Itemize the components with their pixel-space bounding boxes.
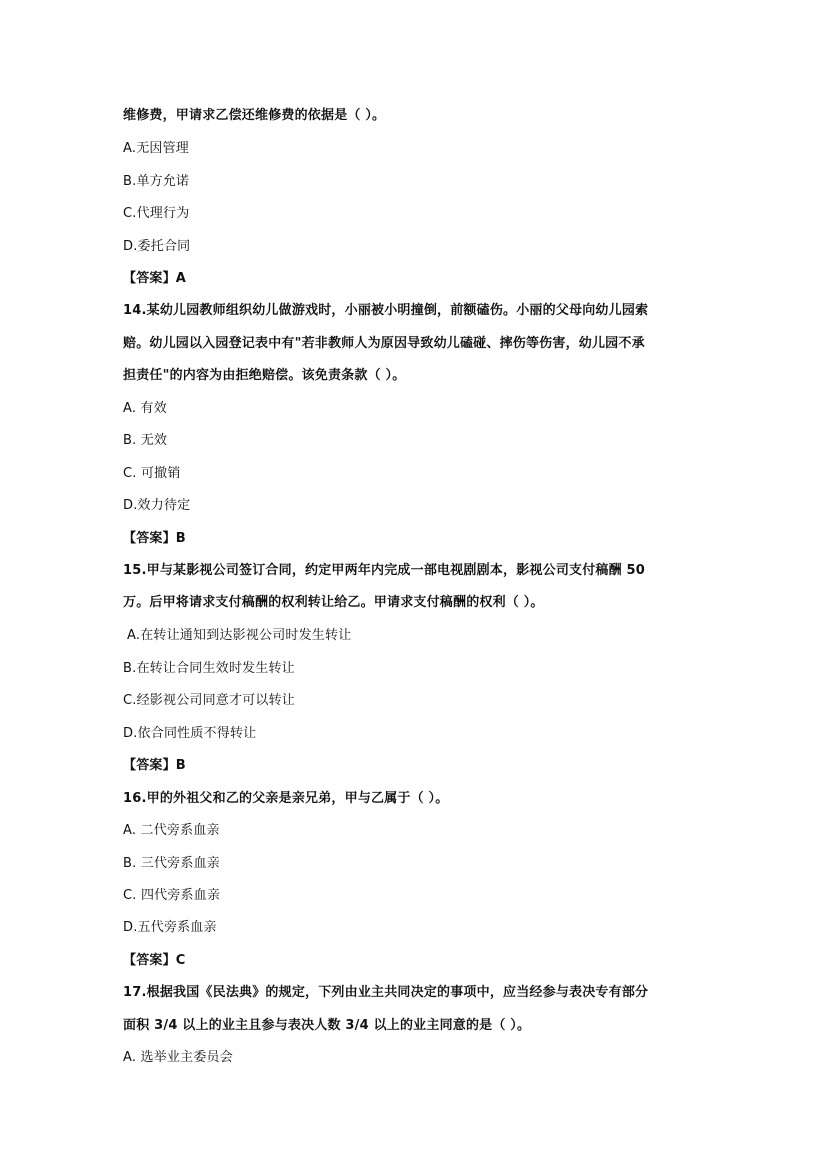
q14-option-b: B. 无效 [123,433,168,448]
q17-option-a: A. 选举业主委员会 [123,1050,233,1065]
q15-answer: 【答案】B [123,758,186,773]
q13-option-d: D.委托合同 [123,239,191,254]
q14-option-d: D.效力待定 [123,498,191,513]
q17-stem-line-1: 17.根据我国《民法典》的规定，下列由业主共同决定的事项中，应当经参与表决专有部分 [123,985,649,1000]
q15-option-a: A.在转让通知到达影视公司时发生转让 [127,628,352,643]
q16-option-c: C. 四代旁系血亲 [123,888,221,903]
q13-option-a: A.无因管理 [123,141,189,156]
q14-stem-line-3: 担责任"的内容为由拒绝赔偿。该免责条款（ ）。 [123,368,406,383]
q16-stem: 16.甲的外祖父和乙的父亲是亲兄弟，甲与乙属于（ ）。 [123,791,449,806]
q16-option-a: A. 二代旁系血亲 [123,823,220,838]
q16-option-b: B. 三代旁系血亲 [123,856,220,871]
q14-stem-line-2: 赔。幼儿园以入园登记表中有"若非教师人为原因导致幼儿磕碰、摔伤等伤害，幼儿园不承 [123,336,645,351]
q13-option-c: C.代理行为 [123,206,190,221]
q15-option-c: C.经影视公司同意才可以转让 [123,693,296,708]
q14-option-a: A. 有效 [123,401,167,416]
q14-stem-line-1: 14.某幼儿园教师组织幼儿做游戏时，小丽被小明撞倒，前额磕伤。小丽的父母向幼儿园索 [123,303,649,318]
q17-stem-line-2: 面积 3/4 以上的业主且参与表决人数 3/4 以上的业主同意的是（ ）。 [123,1018,531,1033]
q14-option-c: C. 可撤销 [123,466,181,481]
q16-answer: 【答案】C [123,953,186,968]
q13-answer: 【答案】A [123,271,187,286]
q16-option-d: D.五代旁系血亲 [123,920,217,935]
q15-stem-line-1: 15.甲与某影视公司签订合同，约定甲两年内完成一部电视剧剧本，影视公司支付稿酬 50 [123,563,646,578]
q15-option-b: B.在转让合同生效时发生转让 [123,661,295,676]
q15-stem-line-2: 万。后甲将请求支付稿酬的权利转让给乙。甲请求支付稿酬的权利（ ）。 [123,595,544,610]
q13-stem-tail: 维修费，甲请求乙偿还维修费的依据是（ ）。 [123,108,386,123]
q14-answer: 【答案】B [123,531,186,546]
q13-option-b: B.单方允诺 [123,174,190,189]
q15-option-d: D.依合同性质不得转让 [123,726,257,741]
